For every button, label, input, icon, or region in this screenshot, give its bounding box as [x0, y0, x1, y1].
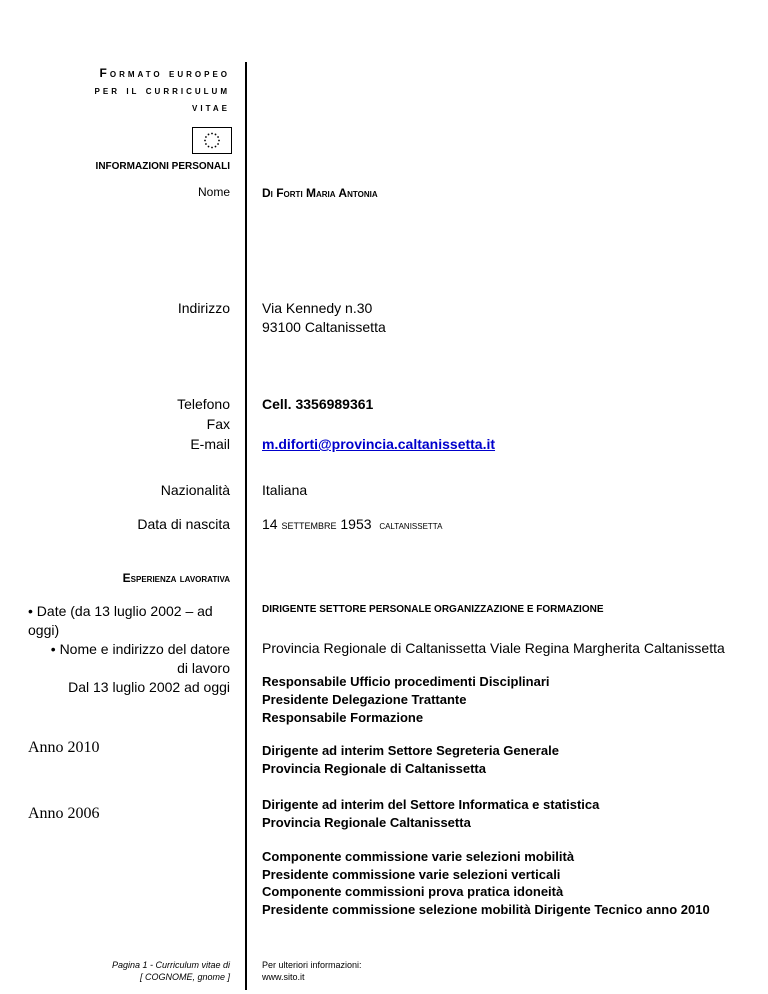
- cv-header: [95, 65, 230, 116]
- flag-star: [217, 136, 219, 138]
- footer-right-2: www.sito.it: [262, 972, 305, 982]
- flag-star: [218, 140, 220, 142]
- footer-left: [112, 959, 230, 983]
- flag-star: [211, 133, 213, 135]
- fax-label: Fax: [206, 416, 230, 432]
- footer-left-2: [ COGNOME, gnome ]: [139, 972, 230, 982]
- year-2010-line-1: Dirigente ad interim Settore Segreteria Generale: [262, 743, 559, 758]
- comm-2: Presidente commissione varie selezioni verticali: [262, 866, 561, 882]
- nazionalita-value: Italiana: [262, 482, 308, 498]
- nascita-label: Data di nascita: [137, 516, 230, 532]
- year-2006-line-2: Provincia Regionale Caltanissetta: [262, 815, 471, 830]
- footer-right: [262, 959, 362, 983]
- flag-star: [211, 147, 213, 149]
- year-2006-label: Anno 2006: [28, 805, 100, 822]
- flag-star: [208, 146, 210, 148]
- email-label: E-mail: [190, 436, 230, 452]
- section-experience: Esperienza lavorativa: [122, 571, 230, 585]
- nazionalita-label: Nazionalità: [160, 482, 230, 498]
- flag-star: [208, 134, 210, 136]
- employer-label-1: • Nome e indirizzo del datore: [50, 641, 230, 657]
- flag-star: [215, 146, 217, 148]
- employer-label-2: di lavoro: [177, 660, 230, 676]
- responsibilities: [262, 673, 550, 727]
- experience-labels: [28, 602, 230, 697]
- nascita-day: 14: [262, 516, 278, 532]
- email-value[interactable]: [262, 436, 495, 452]
- date-label-2: oggi): [28, 622, 60, 638]
- footer-left-1: Pagina 1 - Curriculum vitae di: [111, 960, 230, 970]
- period-label: Dal 13 luglio 2002 ad oggi: [68, 679, 230, 695]
- section-personal-info: INFORMAZIONI PERSONALI: [95, 161, 230, 172]
- telefono-value: Cell. 3356989361: [262, 396, 374, 412]
- year-2010-label: Anno 2010: [28, 739, 100, 756]
- flag-star: [204, 140, 206, 142]
- email-link[interactable]: m.diforti@provincia.caltanissetta.it: [262, 436, 496, 452]
- flag-star: [215, 134, 217, 136]
- resp-2: Presidente Delegazione Trattante: [262, 692, 467, 707]
- employer-value: Provincia Regionale di Caltanissetta Viale Regina Margherita Caltanissetta: [262, 640, 725, 656]
- nascita-year: 1953: [340, 516, 372, 532]
- indirizzo-label: Indirizzo: [177, 300, 230, 316]
- comm-3: Componente commissioni prova pratica idoneità: [262, 884, 564, 899]
- indirizzo-line-2: 93100 Caltanissetta: [262, 319, 386, 335]
- vertical-divider: [245, 62, 247, 990]
- flag-star: [205, 136, 207, 138]
- year-2010-line-2: Provincia Regionale di Caltanissetta: [262, 761, 486, 776]
- header-line-2: per il curriculum: [94, 83, 230, 97]
- indirizzo-line-1: Via Kennedy n.30: [262, 300, 373, 316]
- comm-4: Presidente commissione selezione mobilità Dirigente Tecnico anno 2010: [262, 901, 710, 917]
- nome-value: Di Forti Maria Antonia: [262, 186, 378, 200]
- header-line-1: Formato europeo: [99, 66, 230, 80]
- nascita-value: [262, 516, 442, 532]
- resp-1: Responsabile Ufficio procedimenti Disciplinari: [262, 674, 550, 689]
- comm-1: Componente commissione varie selezioni mobilità: [262, 849, 575, 864]
- nome-label: Nome: [197, 185, 230, 199]
- eu-flag-icon: [192, 127, 232, 154]
- role-title: DIRIGENTE SETTORE PERSONALE ORGANIZZAZIONE E FORMAZIONE: [262, 604, 604, 615]
- year-2010-details: [262, 742, 559, 778]
- nascita-month: settembre: [281, 517, 337, 532]
- commissions: [262, 848, 710, 918]
- resp-3: Responsabile Formazione: [262, 710, 424, 725]
- year-2006-line-1: Dirigente ad interim del Settore Informatica e statistica: [262, 797, 600, 812]
- nascita-place: caltanissetta: [379, 518, 443, 532]
- flag-star: [205, 143, 207, 145]
- header-line-3: vitae: [192, 100, 230, 114]
- flag-star: [217, 143, 219, 145]
- date-label-1: • Date (da 13 luglio 2002 – ad: [28, 603, 213, 619]
- year-2006-details: [262, 796, 599, 832]
- telefono-label: Telefono: [177, 396, 230, 412]
- footer-right-1: Per ulteriori informazioni:: [262, 960, 362, 970]
